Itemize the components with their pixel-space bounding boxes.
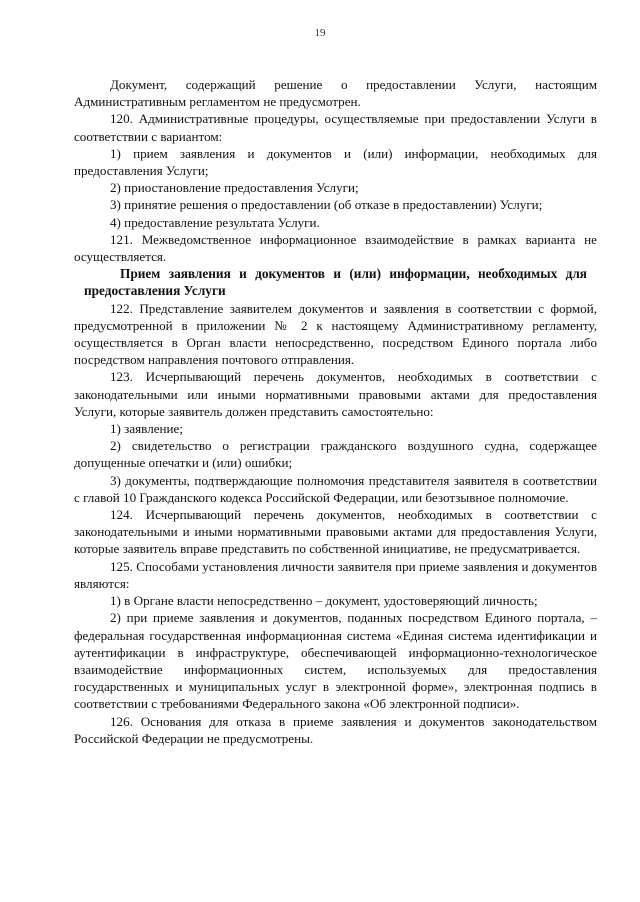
paragraph: 124. Исчерпывающий перечень документов, необходимых в соответствии с законодательными и иными нормативными правовыми актами для предоставления Услуги, которые заявитель вправе представить по собственной инициативе, не предусматривается. [74,507,597,557]
list-item: 1) прием заявления и документов и (или) информации, необходимых для предоставления Услуги; [74,145,597,179]
list-item: 4) предоставление результата Услуги. [110,214,320,230]
section-heading: Прием заявления и документов и (или) информации, необходимых для предоставления Услуги [84,266,587,299]
document-body [74,76,597,747]
list-item: 2) при приеме заявления и документов, поданных посредством Единого портала, – федеральная государственная информационная система «Единая система идентификации и аутентификации в инфраструктуре, обеспечивающей информационно-технологическое взаимодействие информационных систем, используемых для предоставления государственных и муниципальных услуг в электронной форме», электронная подпись в соответствии с требованиями Федерального закона «Об электронной подписи». [74,610,597,712]
paragraph: 126. Основания для отказа в приеме заявления и документов законодательством Российской Федерации не предусмотрены. [74,713,597,746]
list-item: 1) в Органе власти непосредственно – документ, удостоверяющий личность; [110,593,538,609]
paragraph: 125. Способами установления личности заявителя при приеме заявления и документов являются: [74,558,597,591]
paragraph: 123. Исчерпывающий перечень документов, необходимых в соответствии с законодательными или иными нормативными правовыми актами для предоставления Услуги, которые заявитель должен представить самостоятельно: [74,369,597,419]
list-item: 2) свидетельство о регистрации гражданского воздушного судна, содержащее допущенные опечатки и (или) ошибки; [74,438,597,471]
paragraph: 120. Административные процедуры, осуществляемые при предоставлении Услуги в соответствии с вариантом: [74,111,597,144]
paragraph: Документ, содержащий решение о предоставлении Услуги, настоящим Административным регламентом не предусмотрен. [74,77,597,110]
list-item: 3) документы, подтверждающие полномочия представителя заявителя в соответствии с главой 10 Гражданского кодекса Российской Федерации, или безотзывное полномочие. [74,472,597,505]
list-item: 1) заявление; [110,421,184,437]
list-item: 3) принятие решения о предоставлении (об отказе в предоставлении) Услуги; [110,197,543,213]
page-number: 19 [314,27,326,39]
list-item: 2) приостановление предоставления Услуги; [110,180,359,196]
paragraph: 122. Представление заявителем документов и заявления в соответствии с формой, предусмотренной в приложении № 2 к настоящему Административному регламенту, осуществляется в Орган власти непосредственно, посредством Единого портала либо посредством направления почтового отправления. [74,300,597,368]
paragraph: 121. Межведомственное информационное взаимодействие в рамках варианта не осуществляется. [74,231,597,265]
